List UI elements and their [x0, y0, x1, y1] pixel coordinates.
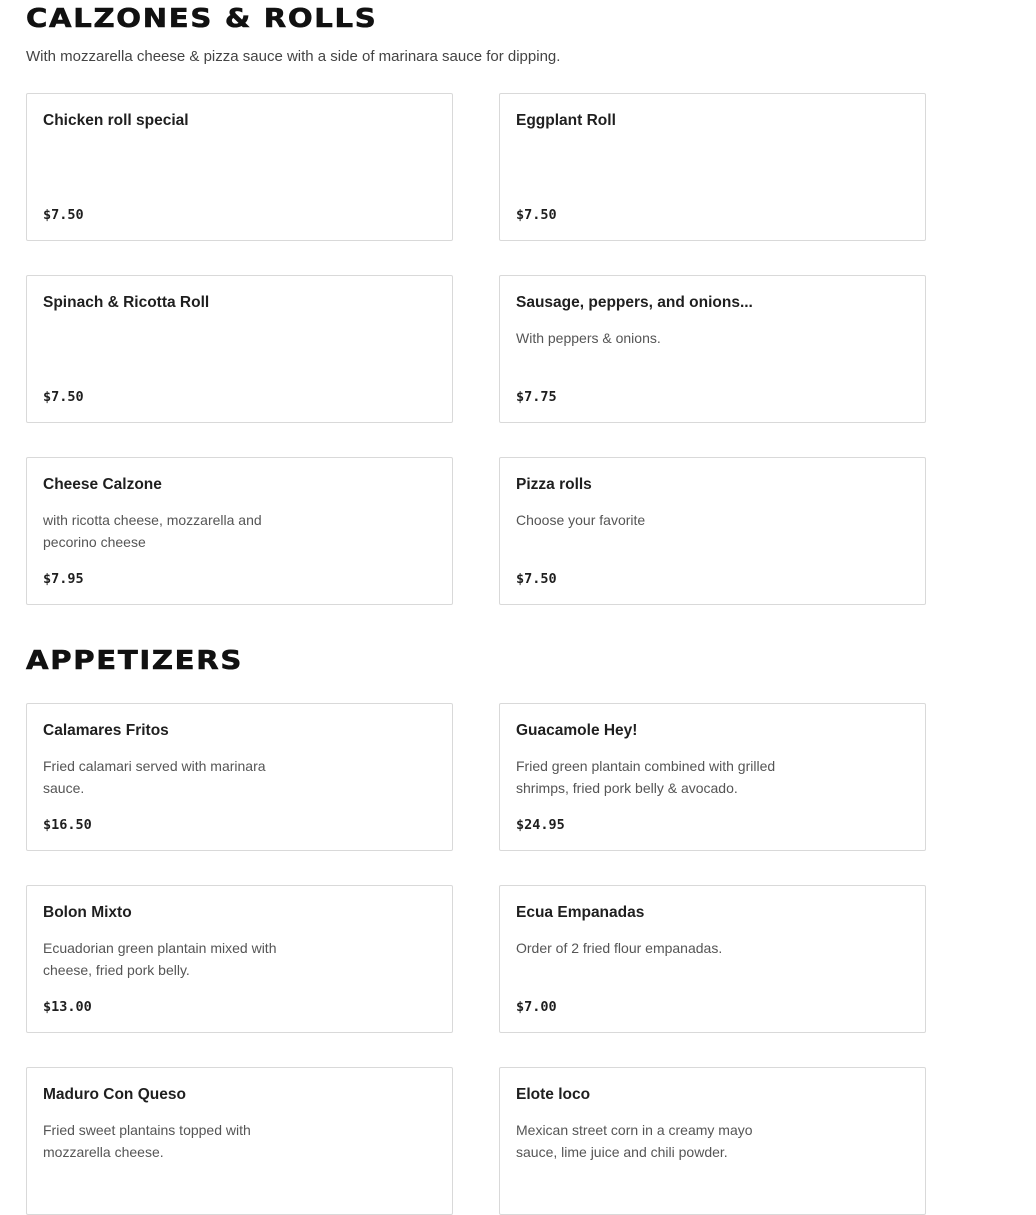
menu-item-card[interactable]: [499, 1067, 926, 1215]
item-name: Maduro Con Queso: [43, 1086, 186, 1103]
item-description: Mexican street corn in a creamy mayo sauce, lime juice and chili powder.: [516, 1122, 753, 1160]
menu-item-card[interactable]: [499, 275, 926, 423]
item-description: Choose your favorite: [516, 512, 646, 528]
item-price: $7.50: [43, 389, 84, 405]
menu-item-card[interactable]: [499, 457, 926, 605]
item-price: $7.95: [43, 571, 84, 587]
item-name: Eggplant Roll: [516, 112, 616, 129]
section-calzones-rolls: [26, 4, 928, 66]
item-price: $13.00: [43, 999, 92, 1015]
section-appetizers: [26, 646, 928, 676]
menu-item-card[interactable]: [26, 1067, 453, 1215]
menu-item-card[interactable]: [499, 703, 926, 851]
menu-item-card[interactable]: [499, 885, 926, 1033]
menu-item-card[interactable]: [26, 457, 453, 605]
item-name: Calamares Fritos: [43, 722, 169, 739]
item-price: $16.50: [43, 817, 92, 833]
menu-item-card[interactable]: [26, 93, 453, 241]
item-name: Chicken roll special: [43, 112, 189, 129]
item-description: Fried sweet plantains topped with mozzarella cheese.: [43, 1122, 251, 1160]
item-name: Guacamole Hey!: [516, 722, 638, 739]
item-description: Ecuadorian green plantain mixed with cheese, fried pork belly.: [43, 940, 277, 978]
item-name: Sausage, peppers, and onions...: [516, 294, 753, 311]
item-name: Spinach & Ricotta Roll: [43, 294, 210, 311]
item-description: Fried green plantain combined with grilled shrimps, fried pork belly & avocado.: [516, 758, 776, 796]
item-price: $7.00: [516, 999, 557, 1015]
item-description: Fried calamari served with marinara sauce.: [43, 758, 266, 796]
item-name: Pizza rolls: [516, 476, 592, 493]
menu-item-card[interactable]: [26, 275, 453, 423]
item-name: Elote loco: [516, 1086, 591, 1103]
item-price: $24.95: [516, 817, 565, 833]
item-price: $7.50: [516, 571, 557, 587]
menu-item-card[interactable]: [26, 885, 453, 1033]
section-title: APPETIZERS: [26, 646, 244, 676]
item-description: With peppers & onions.: [516, 330, 661, 346]
item-price: $7.75: [516, 389, 557, 405]
item-name: Ecua Empanadas: [516, 904, 645, 921]
item-name: Cheese Calzone: [43, 476, 162, 493]
item-price: $7.50: [43, 207, 84, 223]
section-description: With mozzarella cheese & pizza sauce with a side of marinara sauce for dipping.: [26, 48, 561, 65]
section-title: CALZONES & ROLLS: [26, 4, 378, 34]
menu-item-card[interactable]: [26, 703, 453, 851]
item-name: Bolon Mixto: [43, 904, 132, 921]
item-price: $7.50: [516, 207, 557, 223]
menu-item-card[interactable]: [499, 93, 926, 241]
item-description: Order of 2 fried flour empanadas.: [516, 940, 723, 956]
item-description: with ricotta cheese, mozzarella and pecorino cheese: [43, 512, 262, 550]
